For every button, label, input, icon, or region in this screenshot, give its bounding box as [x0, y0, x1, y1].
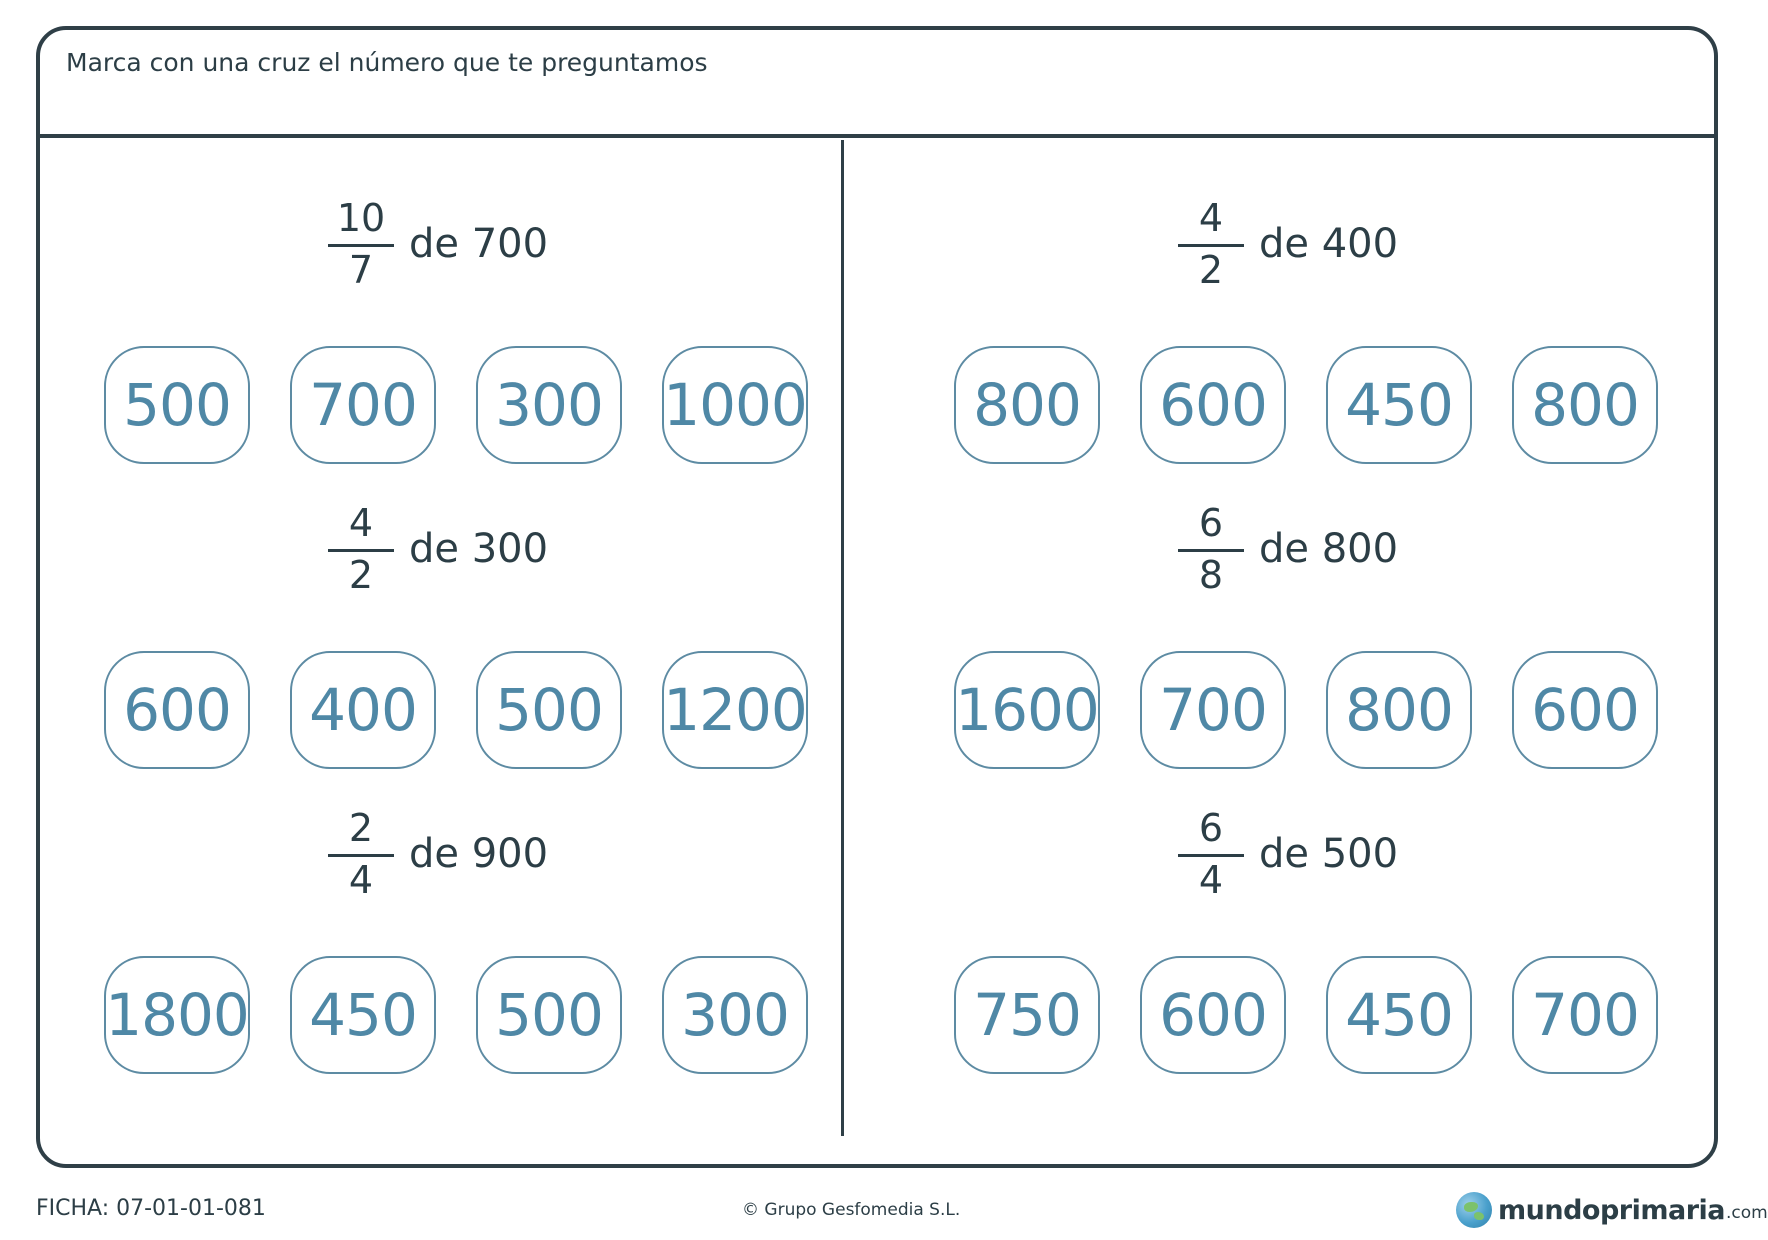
answer-option[interactable]: 400 — [290, 651, 436, 769]
answer-option[interactable]: 450 — [290, 956, 436, 1074]
logo-main-text: mundoprimaria — [1498, 1194, 1725, 1226]
ficha-code: FICHA: 07-01-01-081 — [36, 1196, 266, 1221]
answer-option[interactable]: 1200 — [662, 651, 808, 769]
answer-option[interactable]: 450 — [1326, 956, 1472, 1074]
mundoprimaria-logo[interactable] — [1456, 1190, 1768, 1230]
fraction-bar — [328, 854, 394, 857]
fraction — [1178, 808, 1244, 904]
of-quantity: de 400 — [1259, 221, 1399, 267]
fraction-bar — [1178, 854, 1244, 857]
of-quantity: de 900 — [409, 831, 549, 877]
answer-option[interactable]: 300 — [662, 956, 808, 1074]
fraction-numerator: 4 — [1198, 196, 1224, 240]
fraction-bar — [1178, 549, 1244, 552]
fraction-denominator: 4 — [348, 858, 374, 902]
answer-option[interactable]: 800 — [954, 346, 1100, 464]
fraction-denominator: 7 — [348, 248, 374, 292]
problem-3 — [66, 800, 806, 1100]
globe-icon — [1456, 1192, 1492, 1228]
answer-option[interactable]: 500 — [476, 956, 622, 1074]
answer-options — [104, 956, 824, 1076]
fraction-denominator: 4 — [1198, 858, 1224, 902]
answer-option[interactable]: 600 — [1512, 651, 1658, 769]
problem-4 — [916, 190, 1656, 490]
problem-2 — [66, 495, 806, 795]
fraction — [328, 808, 394, 904]
answer-option[interactable]: 450 — [1326, 346, 1472, 464]
fraction-numerator: 6 — [1198, 501, 1224, 545]
answer-option[interactable]: 1000 — [662, 346, 808, 464]
fraction — [328, 198, 394, 294]
problem-6 — [916, 800, 1656, 1100]
answer-options — [954, 651, 1674, 771]
answer-option[interactable]: 500 — [476, 651, 622, 769]
of-quantity: de 500 — [1259, 831, 1399, 877]
answer-options — [954, 956, 1674, 1076]
answer-option[interactable]: 800 — [1512, 346, 1658, 464]
answer-options — [954, 346, 1674, 466]
answer-option[interactable]: 700 — [1140, 651, 1286, 769]
question — [66, 800, 806, 900]
fraction — [1178, 198, 1244, 294]
copyright-text: © Grupo Gesfomedia S.L. — [742, 1200, 961, 1220]
fraction-denominator: 2 — [1198, 248, 1224, 292]
problem-1 — [66, 190, 806, 490]
fraction-numerator: 6 — [1198, 806, 1224, 850]
fraction — [328, 503, 394, 599]
question — [916, 190, 1656, 290]
column-divider — [841, 140, 844, 1136]
answer-options — [104, 346, 824, 466]
answer-option[interactable]: 1600 — [954, 651, 1100, 769]
answer-option[interactable]: 800 — [1326, 651, 1472, 769]
fraction-denominator: 8 — [1198, 553, 1224, 597]
answer-option[interactable]: 500 — [104, 346, 250, 464]
answer-option[interactable]: 600 — [1140, 956, 1286, 1074]
fraction-numerator: 2 — [348, 806, 374, 850]
worksheet-header — [40, 30, 1714, 138]
question — [916, 495, 1656, 595]
question — [66, 190, 806, 290]
fraction-denominator: 2 — [348, 553, 374, 597]
answer-option[interactable]: 300 — [476, 346, 622, 464]
answer-option[interactable]: 700 — [1512, 956, 1658, 1074]
instruction-text: Marca con una cruz el número que te preguntamos — [66, 48, 708, 77]
answer-option[interactable]: 750 — [954, 956, 1100, 1074]
fraction — [1178, 503, 1244, 599]
answer-option[interactable]: 1800 — [104, 956, 250, 1074]
answer-options — [104, 651, 824, 771]
fraction-numerator: 10 — [336, 196, 386, 240]
fraction-bar — [1178, 244, 1244, 247]
of-quantity: de 300 — [409, 526, 549, 572]
fraction-numerator: 4 — [348, 501, 374, 545]
answer-option[interactable]: 600 — [104, 651, 250, 769]
problem-5 — [916, 495, 1656, 795]
answer-option[interactable]: 600 — [1140, 346, 1286, 464]
of-quantity: de 700 — [409, 221, 549, 267]
question — [916, 800, 1656, 900]
logo-domain-text: .com — [1726, 1203, 1768, 1223]
question — [66, 495, 806, 595]
fraction-bar — [328, 549, 394, 552]
fraction-bar — [328, 244, 394, 247]
answer-option[interactable]: 700 — [290, 346, 436, 464]
of-quantity: de 800 — [1259, 526, 1399, 572]
